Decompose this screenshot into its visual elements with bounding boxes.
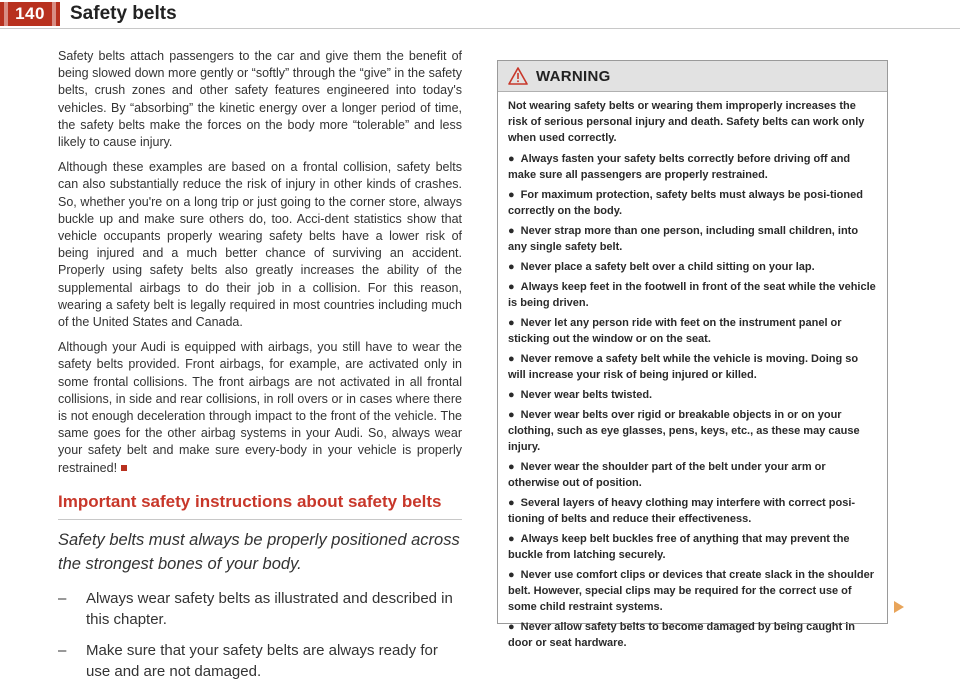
bullet: ● [508, 281, 515, 293]
continue-arrow-icon [892, 600, 906, 619]
bullet: ● [508, 569, 515, 581]
bullet: ● [508, 389, 515, 401]
warning-item [508, 387, 877, 403]
bullet: ● [508, 621, 515, 633]
body-column [58, 48, 462, 692]
warning-item [508, 151, 877, 183]
paragraph-text: Although your Audi is equipped with airbags, you still have to wear the safety belts provided. Front airbags, for example, are activated only in some frontal collisions. The front airbags are not activated in all frontal collisions, in side and rear collisions, in roll overs or in cases where there is not enough deceleration through impact to the front of the vehicle. The same goes for the other airbag systems in your Audi. So, always wear your safety belt and make sure every-body in your vehicle is properly restrained! [58, 340, 462, 475]
header-divider [0, 28, 960, 29]
bullet: ● [508, 153, 515, 165]
section-subheading: Important safety instructions about safety belts [58, 491, 462, 520]
list-item-text: Make sure that your safety belts are always ready for use and are not damaged. [86, 641, 438, 680]
instruction-list [58, 588, 462, 682]
warning-item [508, 315, 877, 347]
bullet: ● [508, 353, 515, 365]
warning-item-text: Never allow safety belts to become damaged by being caught in door or seat hardware. [508, 621, 856, 649]
bullet: ● [508, 261, 515, 273]
warning-item [508, 495, 877, 527]
page-header [0, 0, 960, 30]
warning-body [498, 92, 887, 651]
bullet: ● [508, 409, 515, 421]
warning-item [508, 279, 877, 311]
warning-item-text: Always keep feet in the footwell in front of the seat while the vehicle is being driven. [508, 281, 876, 309]
warning-item [508, 223, 877, 255]
bullet: ● [508, 461, 515, 473]
warning-item [508, 259, 877, 275]
warning-item-text: Never place a safety belt over a child sitting on your lap. [520, 261, 815, 273]
warning-item-text: Always keep belt buckles free of anything that may prevent the buckle from latching securely. [508, 533, 850, 561]
warning-item-text: Never remove a safety belt while the vehicle is moving. Doing so will increase your risk of being injured or killed. [508, 353, 859, 381]
warning-item-text: Never wear the shoulder part of the belt under your arm or otherwise out of position. [508, 461, 826, 489]
paragraph: Safety belts attach passengers to the car and give them the benefit of being slowed down more gently or “softly” through the “give” in the safety belts, crush zones and other safety features engineered into today's vehicles. By “absorbing” the kinetic energy over a longer period of time, the safety belts make the forces on the body more “tolerable” and less likely to cause injury. [58, 49, 462, 150]
dash-bullet: – [58, 641, 67, 659]
warning-lead: Not wearing safety belts or wearing them improperly increases the risk of serious personal injury and death. Safety belts can work only when used correctly. [508, 100, 865, 144]
warning-item-text: Never wear belts twisted. [520, 389, 653, 401]
warning-item [508, 187, 877, 219]
dash-bullet: – [58, 589, 67, 607]
list-item-text: Always wear safety belts as illustrated and described in this chapter. [86, 589, 453, 628]
warning-item [508, 567, 877, 615]
page-number-badge: 140 [0, 2, 60, 26]
warning-item-text: Several layers of heavy clothing may interfere with correct posi-tioning of belts and reduce their effectiveness. [508, 497, 856, 525]
paragraph: Although these examples are based on a frontal collision, safety belts can also substantially reduce the risk of injury in other kinds of crashes. So, whether you're on a long trip or just going to the corner store, always buckle up and make sure others do, too. Acci-dent statistics show that vehicle occupants properly wearing safety belts have a lower risk of being injured and a much better chance of surviving an accident. Properly using safety belts also greatly increases the ability of the supplemental airbags to do their job in a collision. For this reason, wearing a safety belt is legally required in most countries including much of the United States and Canada. [58, 160, 462, 330]
intro-statement: Safety belts must always be properly positioned across the strongest bones of your body. [58, 530, 460, 573]
bullet: ● [508, 533, 515, 545]
warning-item-text: Never use comfort clips or devices that create slack in the shoulder belt. However, special clips may be required for the correct use of some child restraint systems. [508, 569, 875, 613]
warning-item-text: Never wear belts over rigid or breakable objects in or on your clothing, such as eye glasses, pens, keys, etc., as these may cause injury. [508, 409, 860, 453]
warning-item-text: For maximum protection, safety belts must always be posi-tioned correctly on the body. [508, 189, 863, 217]
warning-item-text: Always fasten your safety belts correctly before driving off and make sure all passengers are properly restrained. [508, 153, 851, 181]
bullet: ● [508, 189, 515, 201]
warning-item [508, 619, 877, 651]
warning-item [508, 531, 877, 563]
warning-item [508, 459, 877, 491]
bullet: ● [508, 225, 515, 237]
bullet: ● [508, 317, 515, 329]
warning-item [508, 351, 877, 383]
list-item [58, 640, 462, 682]
section-title: Safety belts [70, 3, 177, 24]
warning-header [498, 61, 887, 92]
warning-list [508, 151, 877, 651]
warning-item [508, 407, 877, 455]
bullet: ● [508, 497, 515, 509]
warning-item-text: Never let any person ride with feet on the instrument panel or sticking out the window or on the seat. [508, 317, 842, 345]
paragraph [58, 339, 462, 477]
end-of-section-mark [121, 465, 127, 471]
warning-triangle-icon [508, 67, 528, 85]
warning-box [497, 60, 888, 649]
warning-item-text: Never strap more than one person, including small children, into any single safety belt. [508, 225, 859, 253]
warning-title: WARNING [536, 67, 611, 85]
list-item [58, 588, 462, 630]
